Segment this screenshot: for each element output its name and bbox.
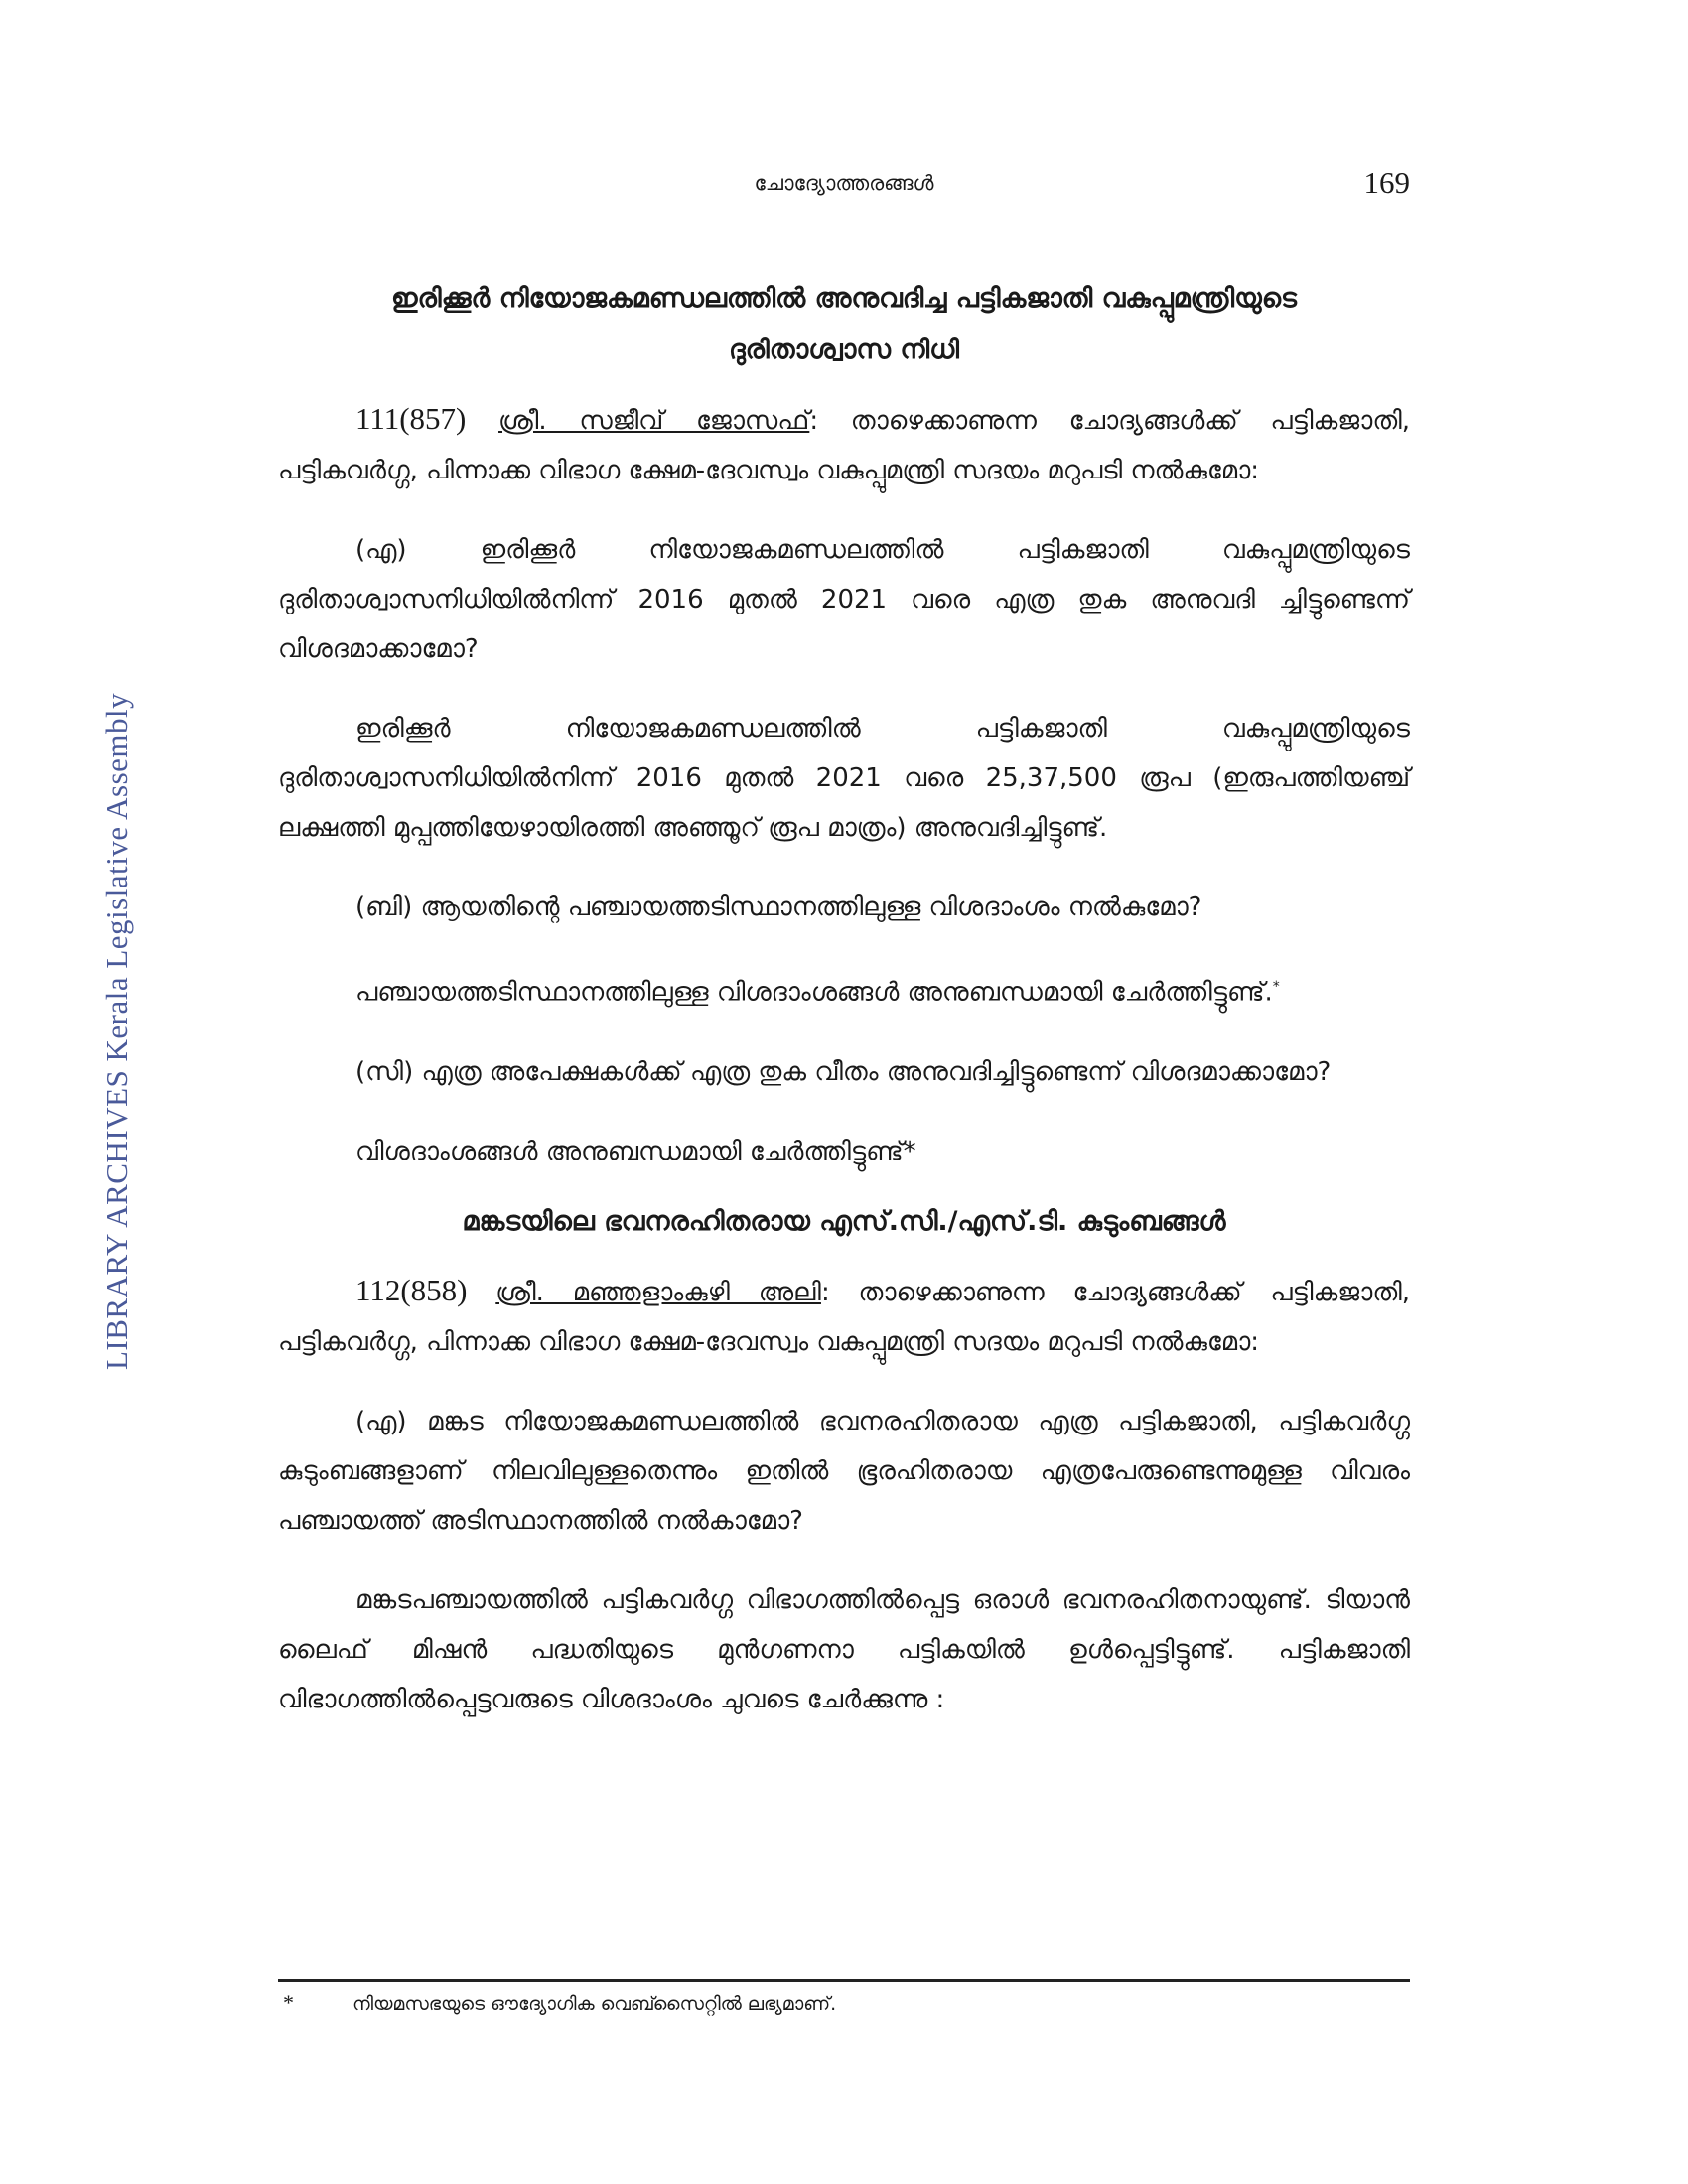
section2-intro-tail: : താഴെക്കാണുന്ന ചോദ്യങ്ങൾക്ക് പട്ടികജാതി, പട്ടികവർഗ്ഗ, പിന്നാക്ക വിഭാഗ ക്ഷേമ-ദേവസ്വം വകുപ്പുമന്ത്രി സദയം മറുപടി നൽകുമോ: [278,1277,1410,1357]
section1-title [278,273,1410,376]
section1-answer-c: വിശദാംശങ്ങൾ അനുബന്ധമായി ചേർത്തിട്ടുണ്ട്* [355,1136,916,1166]
page-number: 169 [1363,165,1410,200]
section1-title-line1: ഇരിക്കൂർ നിയോജകമണ്ഡലത്തിൽ അനുവദിച്ച പട്ടികജാതി വകുപ്പുമന്ത്രിയുടെ [391,283,1297,314]
section1-question-c: (സി) എത്ര അപേക്ഷകൾക്ക് എത്ര തുക വീതം അനുവദിച്ചിട്ടുണ്ടെന്ന് വിശദമാക്കാമോ? [355,1056,1332,1087]
section2-title: മങ്കടയിലെ ഭവനരഹിതരായ എസ്.സി./എസ്.ടി. കുടുംബങ്ങൾ [462,1205,1226,1237]
section1-intro [278,394,1410,495]
section1-intro-tail: : താഴെക്കാണുന്ന ചോദ്യങ്ങൾക്ക് പട്ടികജാതി, പട്ടികവർഗ്ഗ, പിന്നാക്ക വിഭാഗ ക്ഷേമ-ദേവസ്വം വകുപ്പുമന്ത്രി സദയം മറുപടി നൽകുമോ: [278,406,1410,485]
section1-question-a: (എ) ഇരിക്കൂർ നിയോജകമണ്ഡലത്തിൽ പട്ടികജാതി വകുപ്പുമന്ത്രിയുടെ ദുരിതാശ്വാസനിധിയിൽനിന്ന് 2016 മുതൽ 2021 വരെ എത്ര തുക അനുവദി ച്ചിട്ടുണ്ടെന്ന് വിശദമാക്കാമോ? [278,535,1410,664]
footnote [283,1990,1405,2016]
footnote-text: നിയമസഭയുടെ ഔദ്യോഗിക വെബ്സൈറ്റിൽ ലഭ്യമാണ്. [352,1993,837,2015]
section1-answer-b-text: പഞ്ചായത്തടിസ്ഥാനത്തിലുള്ള വിശദാംശങ്ങൾ അനുബന്ധമായി ചേർത്തിട്ടുണ്ട്. [355,977,1273,1008]
section1-question-b: (ബി) ആയതിന്റെ പഞ്ചായത്തടിസ്ഥാനത്തിലുള്ള വിശദാംശം നൽകുമോ? [355,892,1202,922]
archive-stamp-text: LIBRARY ARCHIVES Kerala Legislative Assembly [99,692,134,1370]
footnote-reference: * [1272,979,1280,995]
section1-answer-b [278,962,1410,1018]
footnote-rule [278,1979,1410,1982]
section1-member: ശ്രീ. സജീവ് ജോസഫ് [498,406,810,436]
section1-answer-a: ഇരിക്കൂർ നിയോജകമണ്ഡലത്തിൽ പട്ടികജാതി വകുപ്പുമന്ത്രിയുടെ ദുരിതാശ്വാസനിധിയിൽനിന്ന് 2016 മുതൽ 2021 വരെ 25,37,500 രൂപ (ഇരുപത്തിയഞ്ച് ലക്ഷത്തി മുപ്പത്തിയേഴായിരത്തി അഞ്ഞൂറ് രൂപ മാത്രം) അനുവദിച്ചിട്ടുണ്ട്. [278,714,1410,843]
section1-question-number: 111(857) [355,401,467,436]
section2-question-a: (എ) മങ്കട നിയോജകമണ്ഡലത്തിൽ ഭവനരഹിതരായ എത്ര പട്ടികജാതി, പട്ടികവർഗ്ഗ കുടുംബങ്ങളാണ് നിലവിലുള്ളതെന്നും ഇതിൽ ഭൂരഹിതരായ എത്രപേരുണ്ടെന്നുമുള്ള വിവരം പഞ്ചായത്ത് അടിസ്ഥാനത്തിൽ നൽകാമോ? [278,1406,1410,1536]
running-head: ചോദ്യോത്തരങ്ങൾ [754,171,934,195]
section2-answer-a: മങ്കടപഞ്ചായത്തിൽ പട്ടികവർഗ്ഗ വിഭാഗത്തിൽപ്പെട്ട ഒരാൾ ഭവനരഹിതനായുണ്ട്. ടിയാൻ ലൈഫ് മിഷൻ പദ്ധതിയുടെ മുൻഗണനാ പട്ടികയിൽ ഉൾപ്പെട്ടിട്ടുണ്ട്. പട്ടികജാതി വിഭാഗത്തിൽപ്പെട്ടവരുടെ വിശദാംശം ചുവടെ ചേർക്കുന്നു : [278,1584,1410,1714]
section2-intro [278,1266,1410,1367]
footnote-mark: * [283,1990,294,2015]
section2-question-number: 112(858) [355,1272,468,1307]
page-content [278,273,1410,1724]
section2-member: ശ്രീ. മഞ്ഞളാംകുഴി അലി [495,1277,821,1307]
section1-title-line2: ദുരിതാശ്വാസ നിധി [728,335,959,365]
